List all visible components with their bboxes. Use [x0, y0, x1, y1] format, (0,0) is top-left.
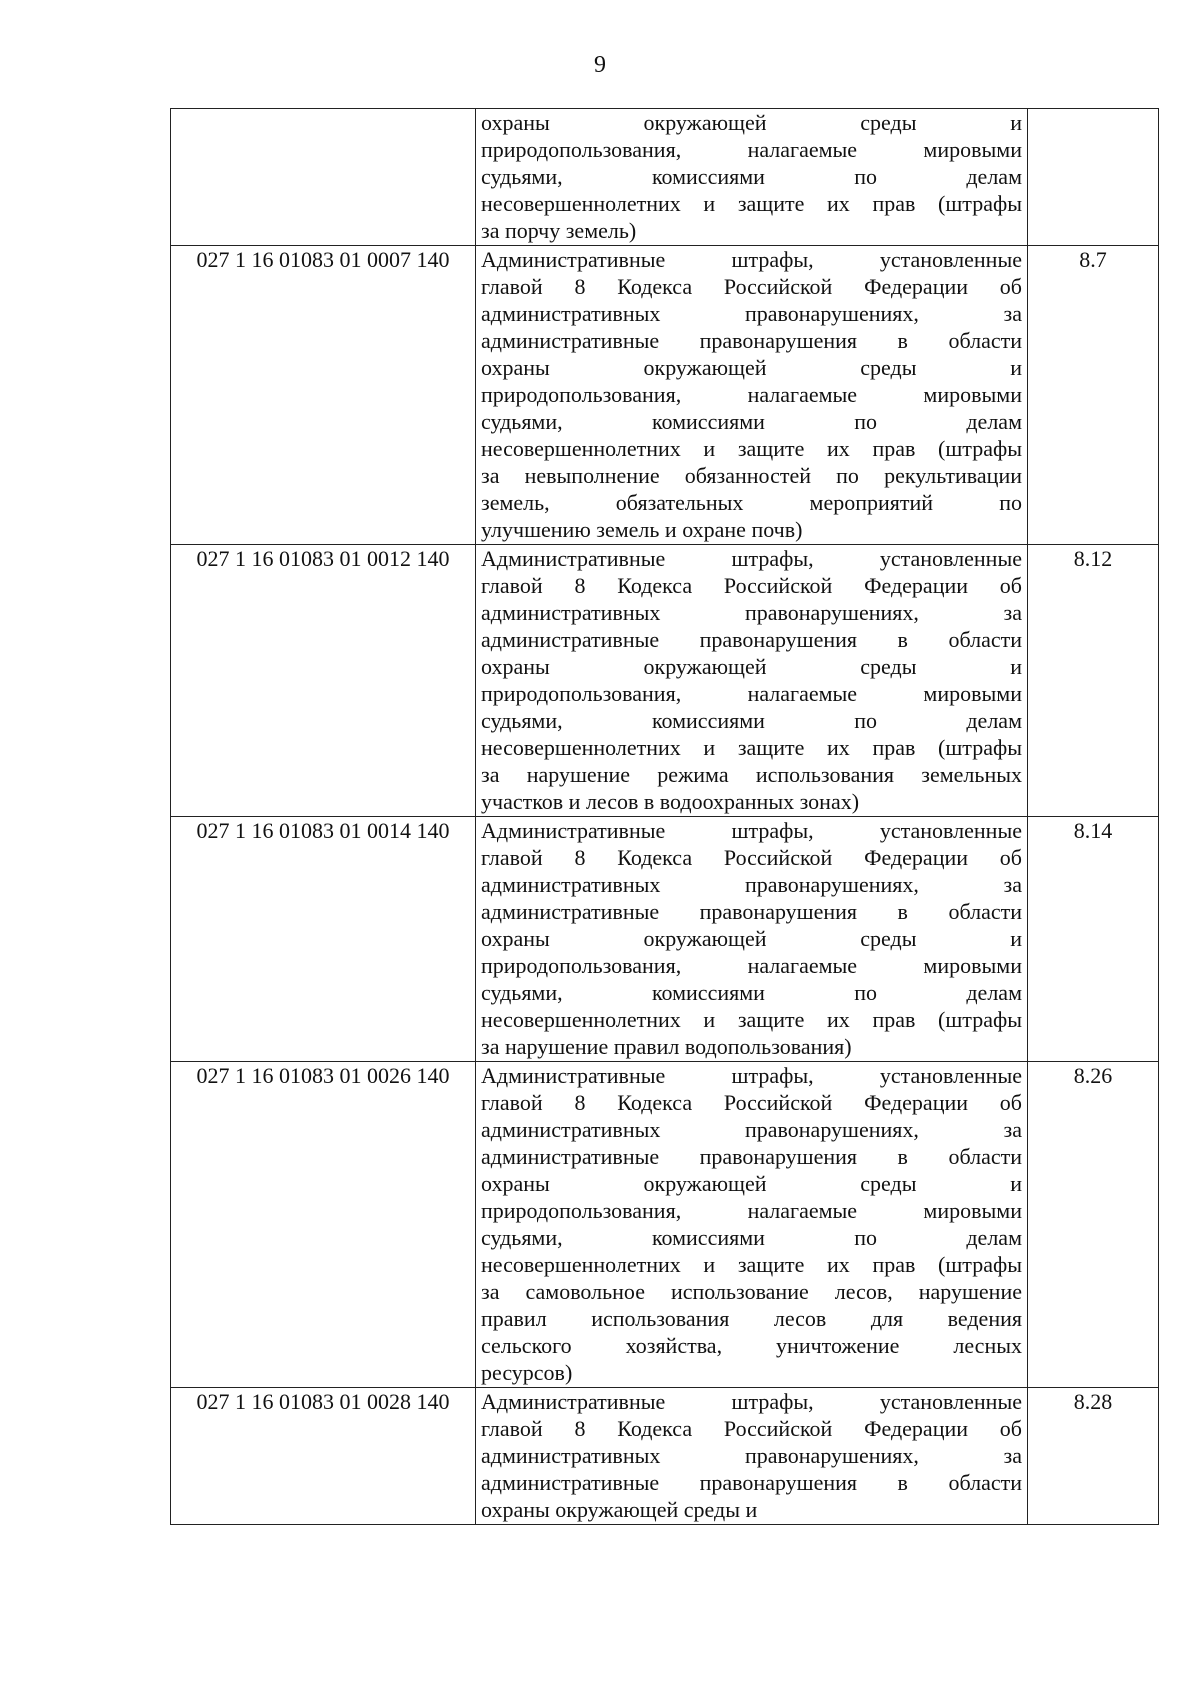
- description-line: административных правонарушениях, за: [481, 1117, 1022, 1142]
- description-line: административных правонарушениях, за: [481, 301, 1022, 326]
- description-line: несовершеннолетних и защите их прав (штрафы: [481, 1007, 1022, 1032]
- description-line: охраны окружающей среды и: [481, 355, 1022, 380]
- budget-classification-code: [171, 109, 476, 246]
- koap-article-number: 8.26: [1028, 1062, 1159, 1388]
- table-row: [171, 545, 1159, 817]
- description-line: судьями, комиссиями по делам: [481, 164, 1022, 189]
- table-row: [171, 1062, 1159, 1388]
- budget-classification-code: 027 1 16 01083 01 0012 140: [171, 545, 476, 817]
- description-line: административных правонарушениях, за: [481, 600, 1022, 625]
- description-line: судьями, комиссиями по делам: [481, 409, 1022, 434]
- koap-article-number: 8.12: [1028, 545, 1159, 817]
- description-line: за нарушение режима использования земельных: [481, 762, 1022, 787]
- description-line: правил использования лесов для ведения: [481, 1306, 1022, 1331]
- description-line: охраны окружающей среды и: [481, 110, 1022, 135]
- description-line: ресурсов): [481, 1360, 573, 1385]
- revenue-description: [476, 109, 1028, 246]
- table-row: [171, 1388, 1159, 1525]
- revenue-description: [476, 1388, 1028, 1525]
- fines-table-body: [171, 109, 1159, 1525]
- description-line: природопользования, налагаемые мировыми: [481, 681, 1022, 706]
- table-row: [171, 246, 1159, 545]
- koap-article-number: [1028, 109, 1159, 246]
- fines-table: [170, 108, 1159, 1525]
- description-line: главой 8 Кодекса Российской Федерации об: [481, 1090, 1022, 1115]
- budget-classification-code: 027 1 16 01083 01 0014 140: [171, 817, 476, 1062]
- description-line: за самовольное использование лесов, нарушение: [481, 1279, 1022, 1304]
- table-row: [171, 109, 1159, 246]
- description-line: за невыполнение обязанностей по рекультивации: [481, 463, 1022, 488]
- description-line: судьями, комиссиями по делам: [481, 708, 1022, 733]
- revenue-description: [476, 1062, 1028, 1388]
- revenue-description: [476, 246, 1028, 545]
- description-line: улучшению земель и охране почв): [481, 517, 803, 542]
- description-line: судьями, комиссиями по делам: [481, 1225, 1022, 1250]
- description-line: главой 8 Кодекса Российской Федерации об: [481, 1416, 1022, 1441]
- description-line: природопользования, налагаемые мировыми: [481, 1198, 1022, 1223]
- koap-article-number: 8.14: [1028, 817, 1159, 1062]
- description-line: административные правонарушения в области: [481, 1470, 1022, 1495]
- description-line: главой 8 Кодекса Российской Федерации об: [481, 845, 1022, 870]
- description-line: сельского хозяйства, уничтожение лесных: [481, 1333, 1022, 1358]
- description-line: охраны окружающей среды и: [481, 654, 1022, 679]
- description-line: природопользования, налагаемые мировыми: [481, 382, 1022, 407]
- description-line: несовершеннолетних и защите их прав (штрафы: [481, 436, 1022, 461]
- description-line: за порчу земель): [481, 218, 637, 243]
- description-line: природопользования, налагаемые мировыми: [481, 137, 1022, 162]
- revenue-description: [476, 817, 1028, 1062]
- description-line: несовершеннолетних и защите их прав (штрафы: [481, 191, 1022, 216]
- table-row: [171, 817, 1159, 1062]
- description-line: участков и лесов в водоохранных зонах): [481, 789, 860, 814]
- description-line: Административные штрафы, установленные: [481, 247, 1022, 272]
- description-line: Административные штрафы, установленные: [481, 1063, 1022, 1088]
- description-line: за нарушение правил водопользования): [481, 1034, 852, 1059]
- description-line: судьями, комиссиями по делам: [481, 980, 1022, 1005]
- description-line: охраны окружающей среды и: [481, 1171, 1022, 1196]
- budget-classification-code: 027 1 16 01083 01 0028 140: [171, 1388, 476, 1525]
- koap-article-number: 8.28: [1028, 1388, 1159, 1525]
- description-line: административные правонарушения в области: [481, 899, 1022, 924]
- description-line: административные правонарушения в области: [481, 1144, 1022, 1169]
- description-line: охраны окружающей среды и: [481, 1497, 758, 1522]
- description-line: Административные штрафы, установленные: [481, 1389, 1022, 1414]
- koap-article-number: 8.7: [1028, 246, 1159, 545]
- budget-classification-code: 027 1 16 01083 01 0026 140: [171, 1062, 476, 1388]
- description-line: административных правонарушениях, за: [481, 872, 1022, 897]
- description-line: природопользования, налагаемые мировыми: [481, 953, 1022, 978]
- description-line: административных правонарушениях, за: [481, 1443, 1022, 1468]
- description-line: земель, обязательных мероприятий по: [481, 490, 1022, 515]
- description-line: охраны окружающей среды и: [481, 926, 1022, 951]
- description-line: главой 8 Кодекса Российской Федерации об: [481, 274, 1022, 299]
- description-line: несовершеннолетних и защите их прав (штрафы: [481, 735, 1022, 760]
- page-number: 9: [594, 52, 606, 78]
- description-line: Административные штрафы, установленные: [481, 818, 1022, 843]
- description-line: несовершеннолетних и защите их прав (штрафы: [481, 1252, 1022, 1277]
- description-line: Административные штрафы, установленные: [481, 546, 1022, 571]
- description-line: главой 8 Кодекса Российской Федерации об: [481, 573, 1022, 598]
- description-line: административные правонарушения в области: [481, 328, 1022, 353]
- revenue-description: [476, 545, 1028, 817]
- budget-classification-code: 027 1 16 01083 01 0007 140: [171, 246, 476, 545]
- description-line: административные правонарушения в области: [481, 627, 1022, 652]
